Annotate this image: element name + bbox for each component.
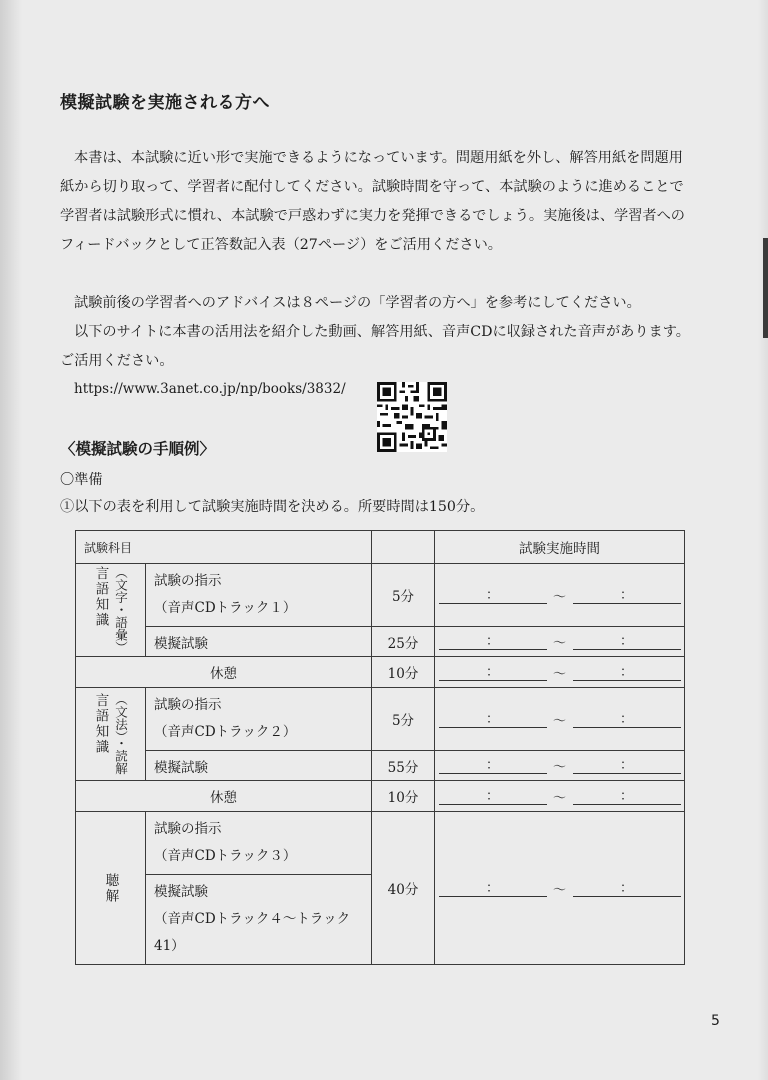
start-time-blank[interactable]: ： xyxy=(439,711,547,728)
start-time-blank[interactable]: ： xyxy=(439,587,547,604)
page-gutter-shadow xyxy=(0,0,22,1080)
break-label: 休憩 xyxy=(76,657,372,688)
row-label: 試験の指示 xyxy=(154,573,222,589)
intro-paragraph: 本書は、本試験に近い形で実施できるようになっています。問題用紙を外し、解答用紙を問題用紙から切り取って、学習者に配付してください。試験時間を守って、本試験のように進めることで学習者は試験形式に慣れ、本試験で戸惑わずに実力を発揮できるでしょう。実施後は、学習者へのフィードバックとして正答数記入表（27ページ）をご活用ください。 xyxy=(60,150,685,253)
procedure-title: 〈模擬試験の手順例〉 xyxy=(60,440,216,458)
instruction-cell xyxy=(146,812,372,875)
tilde: 〜 xyxy=(552,666,566,682)
section-name: 聴解 xyxy=(102,872,119,904)
end-time-blank[interactable]: ： xyxy=(573,711,681,728)
break-label: 休憩 xyxy=(76,781,372,812)
time-entry-cell[interactable] xyxy=(435,812,685,965)
time-entry-cell[interactable] xyxy=(435,751,685,781)
start-time-blank[interactable]: ： xyxy=(439,788,547,805)
table-row xyxy=(76,812,685,875)
header-subject: 試験科目 xyxy=(76,531,372,564)
row-label: 模擬試験 xyxy=(146,751,372,781)
section-name: 言語知識 xyxy=(92,566,109,629)
time-entry-cell[interactable] xyxy=(435,627,685,657)
break-row xyxy=(76,781,685,812)
section-subname: （文法）・読解 xyxy=(113,693,129,775)
section-name: 言語知識 xyxy=(92,693,109,756)
header-time: 試験実施時間 xyxy=(435,531,685,564)
minutes-cell: 10分 xyxy=(372,781,435,812)
row-label: 模擬試験 xyxy=(146,627,372,657)
instruction-cell xyxy=(146,875,372,965)
header-blank xyxy=(372,531,435,564)
end-time-blank[interactable]: ： xyxy=(573,788,681,805)
time-entry-cell[interactable] xyxy=(435,564,685,627)
table-row xyxy=(76,751,685,781)
start-time-blank[interactable]: ： xyxy=(439,757,547,774)
page-thumb-tab xyxy=(763,238,768,338)
minutes-cell: 55分 xyxy=(372,751,435,781)
tilde: 〜 xyxy=(552,760,566,775)
end-time-blank[interactable]: ： xyxy=(573,757,681,774)
step-one-text: ①以下の表を利用して試験実施時間を決める。所要時間は150分。 xyxy=(60,499,485,515)
page-title: 模擬試験を実施される方へ xyxy=(60,93,270,113)
tilde: 〜 xyxy=(552,882,566,898)
row-label: 試験の指示 xyxy=(154,821,222,837)
section-subname: （文字・語彙） xyxy=(113,566,129,654)
minutes-cell: 40分 xyxy=(372,812,435,965)
section-grammar-reading xyxy=(76,688,146,781)
end-time-blank[interactable]: ： xyxy=(573,664,681,681)
table-row xyxy=(76,564,685,627)
website-url[interactable]: https://www.3anet.co.jp/np/books/3832/ xyxy=(74,381,346,397)
resources-paragraph: 以下のサイトに本書の活用法を紹介した動画、解答用紙、音声CDに収録された音声があります。ご活用ください。 xyxy=(60,324,690,369)
table-header-row xyxy=(76,531,685,564)
start-time-blank[interactable]: ： xyxy=(439,633,547,650)
minutes-cell: 5分 xyxy=(372,564,435,627)
tilde: 〜 xyxy=(552,713,566,729)
section-listening xyxy=(76,812,146,965)
minutes-cell: 10分 xyxy=(372,657,435,688)
preparation-label: 〇準備 xyxy=(60,472,103,488)
advice-paragraph: 試験前後の学習者へのアドバイスは８ページの「学習者の方へ」を参考にしてください。 xyxy=(74,295,641,311)
instruction-cell xyxy=(146,564,372,627)
break-row xyxy=(76,657,685,688)
instruction-cell xyxy=(146,688,372,751)
end-time-blank[interactable]: ： xyxy=(573,633,681,650)
minutes-cell: 5分 xyxy=(372,688,435,751)
tilde: 〜 xyxy=(552,636,566,651)
time-entry-cell[interactable] xyxy=(435,781,685,812)
end-time-blank[interactable]: ： xyxy=(573,880,681,897)
page-number: 5 xyxy=(711,1013,720,1029)
tilde: 〜 xyxy=(552,790,566,806)
row-label: 試験の指示 xyxy=(154,697,222,713)
page-edge xyxy=(758,0,768,1080)
end-time-blank[interactable]: ： xyxy=(573,587,681,604)
table-row xyxy=(76,688,685,751)
row-label: 模擬試験 xyxy=(154,884,208,900)
qr-code-icon[interactable] xyxy=(376,382,448,452)
table-row xyxy=(76,627,685,657)
row-sublabel: （音声CDトラック３） xyxy=(154,848,297,864)
start-time-blank[interactable]: ： xyxy=(439,880,547,897)
tilde: 〜 xyxy=(552,589,566,605)
row-sublabel: （音声CDトラック１） xyxy=(154,600,297,616)
row-sublabel: （音声CDトラック２） xyxy=(154,724,297,740)
time-entry-cell[interactable] xyxy=(435,657,685,688)
schedule-table xyxy=(75,530,685,965)
start-time-blank[interactable]: ： xyxy=(439,664,547,681)
section-vocab xyxy=(76,564,146,657)
time-entry-cell[interactable] xyxy=(435,688,685,751)
row-sublabel: （音声CDトラック４〜トラック41） xyxy=(154,911,351,954)
minutes-cell: 25分 xyxy=(372,627,435,657)
